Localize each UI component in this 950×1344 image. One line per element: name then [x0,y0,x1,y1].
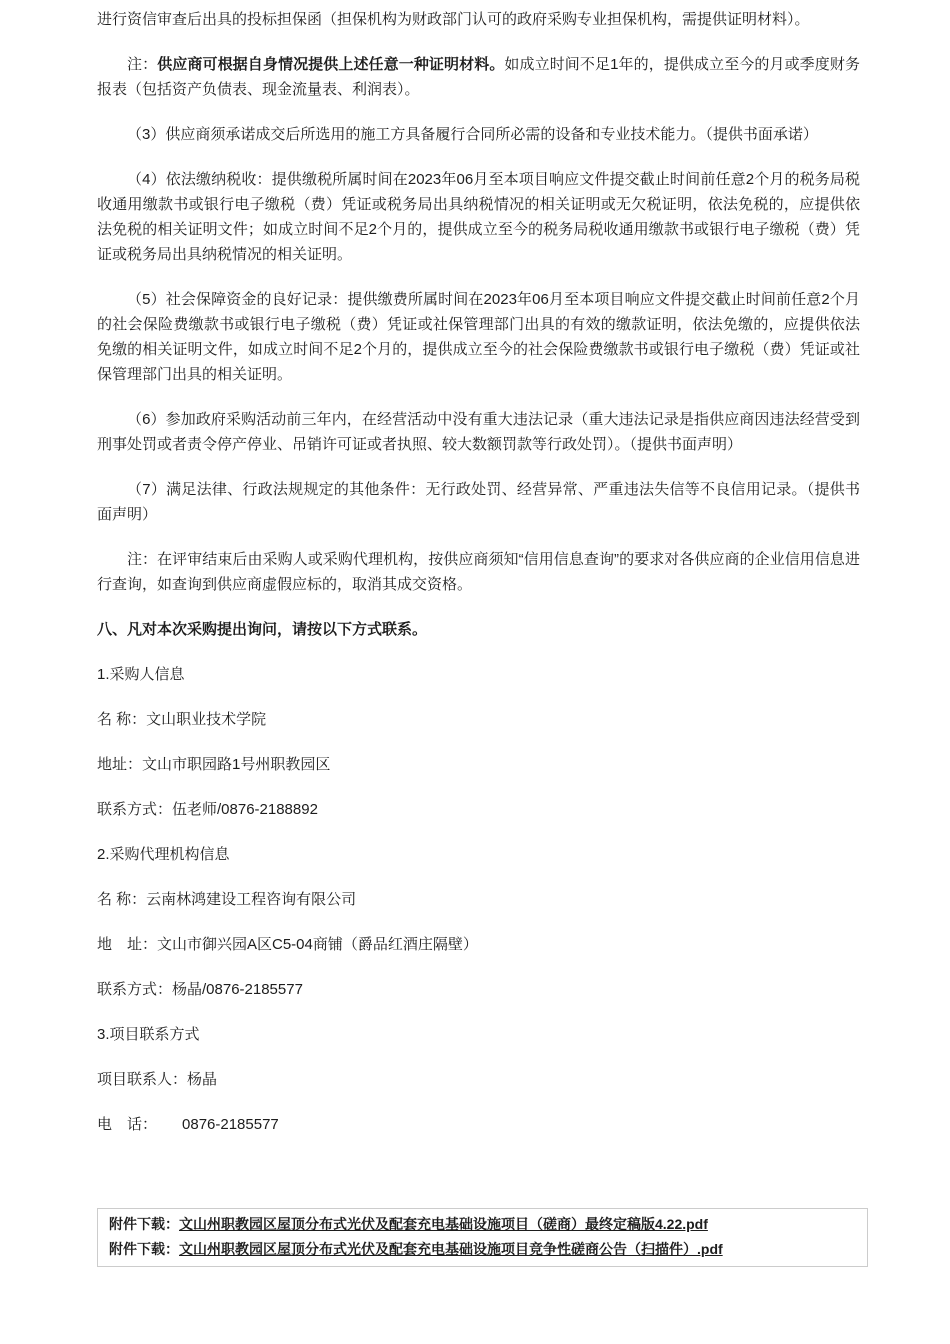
note-credit-check [97,547,860,597]
document-content [97,7,860,1137]
text-run: （7）满足法律、行政法规规定的其他条件：无行政处罚、经营异常、严重违法失信等不良信用记录。（提供书面声明） [97,481,860,523]
purchaser-address [97,752,860,777]
attachment-box [97,1208,868,1267]
text-run: 地 址：文山市御兴园A区C5-04商铺（爵品红酒庄隔壁） [97,936,478,953]
text-run: 联系方式：伍老师/0876-2188892 [97,801,318,818]
attachment-row [109,1212,856,1237]
text-run: 注：在评审结束后由采购人或采购代理机构，按供应商须知“信用信息查询”的要求对各供应商的企业信用信息进行查询，如查询到供应商虚假应标的，取消其成交资格。 [97,551,860,593]
project-contact-title [97,1022,860,1047]
note-financial-statements [97,52,860,102]
text-run: 供应商可根据自身情况提供上述任意一种证明材料。 [157,56,505,73]
item-7-other-conditions [97,477,860,527]
text-run: 2.采购代理机构信息 [97,846,230,863]
continuation-paragraph [97,7,860,32]
attachment-label: 附件下载： [109,1241,179,1257]
text-run: 名 称：云南林鸿建设工程咨询有限公司 [97,891,357,908]
attachment-label: 附件下载： [109,1216,179,1232]
item-6-no-major-violations [97,407,860,457]
attachment-link[interactable]: 文山州职教园区屋顶分布式光伏及配套充电基础设施项目（磋商）最终定稿版4.22.pdf [179,1216,708,1232]
text-run: 地址：文山市职园路1号州职教园区 [97,756,331,773]
text-run: 联系方式：杨晶/0876-2185577 [97,981,303,998]
text-run: （5）社会保障资金的良好记录：提供缴费所属时间在2023年06月至本项目响应文件提交截止时间前任意2个月的社会保险费缴款书或银行电子缴税（费）凭证或社保管理部门出具的有效的缴款证明，依法免缴的，应提供依法免缴的相关证明文件，如成立时间不足2个月的，提供成立至今的社会保险费缴款书或银行电子缴税（费）凭证或社保管理部门出具的相关证明。 [97,291,860,383]
text-run: 如成立时间不足1年的，提供成立至今的月或季度财务报表（包括资产负债表、现金流量表、利润表）。 [97,56,860,98]
text-run: 名 称：文山职业技术学院 [97,711,267,728]
text-run: 电 话： 0876-2185577 [97,1116,279,1133]
text-run: 进行资信审查后出具的投标担保函（担保机构为财政部门认可的政府采购专业担保机构，需提供证明材料）。 [97,11,810,28]
agency-contact [97,977,860,1002]
text-run: （6）参加政府采购活动前三年内，在经营活动中没有重大违法记录（重大违法记录是指供应商因违法经营受到刑事处罚或者责令停产停业、吊销许可证或者执照、较大数额罚款等行政处罚）。（提供书面声明） [97,411,860,453]
agency-name [97,887,860,912]
text-run: 项目联系人：杨晶 [97,1071,218,1088]
text-run: 注： [127,56,158,73]
attachment-row [109,1237,856,1262]
agency-address [97,932,860,957]
text-run: 八、凡对本次采购提出询问，请按以下方式联系。 [97,621,428,638]
text-run: 1.采购人信息 [97,666,185,683]
text-run: （4）依法缴纳税收：提供缴税所属时间在2023年06月至本项目响应文件提交截止时间前任意2个月的税务局税收通用缴款书或银行电子缴税（费）凭证或税务局出具纳税情况的相关证明或无欠税证明，依法免税的，应提供依法免税的相关证明文件；如成立时间不足2个月的，提供成立至今的税务局税收通用缴款书或银行电子缴税（费）凭证或税务局出具纳税情况的相关证明。 [97,171,860,263]
agency-info-title [97,842,860,867]
text-run: （3）供应商须承诺成交后所选用的施工方具备履行合同所必需的设备和专业技术能力。（提供书面承诺） [127,126,818,143]
purchaser-name [97,707,860,732]
document-body [97,0,860,1267]
item-3-construction-commitment [97,122,860,147]
project-contact-phone [97,1112,860,1137]
item-4-tax-payment [97,167,860,267]
item-5-social-security [97,287,860,387]
section-8-heading [97,617,860,642]
purchaser-contact [97,797,860,822]
purchaser-info-title [97,662,860,687]
project-contact-person [97,1067,860,1092]
text-run: 3.项目联系方式 [97,1026,200,1043]
attachment-link[interactable]: 文山州职教园区屋顶分布式光伏及配套充电基础设施项目竞争性磋商公告（扫描件）.pdf [179,1241,723,1257]
